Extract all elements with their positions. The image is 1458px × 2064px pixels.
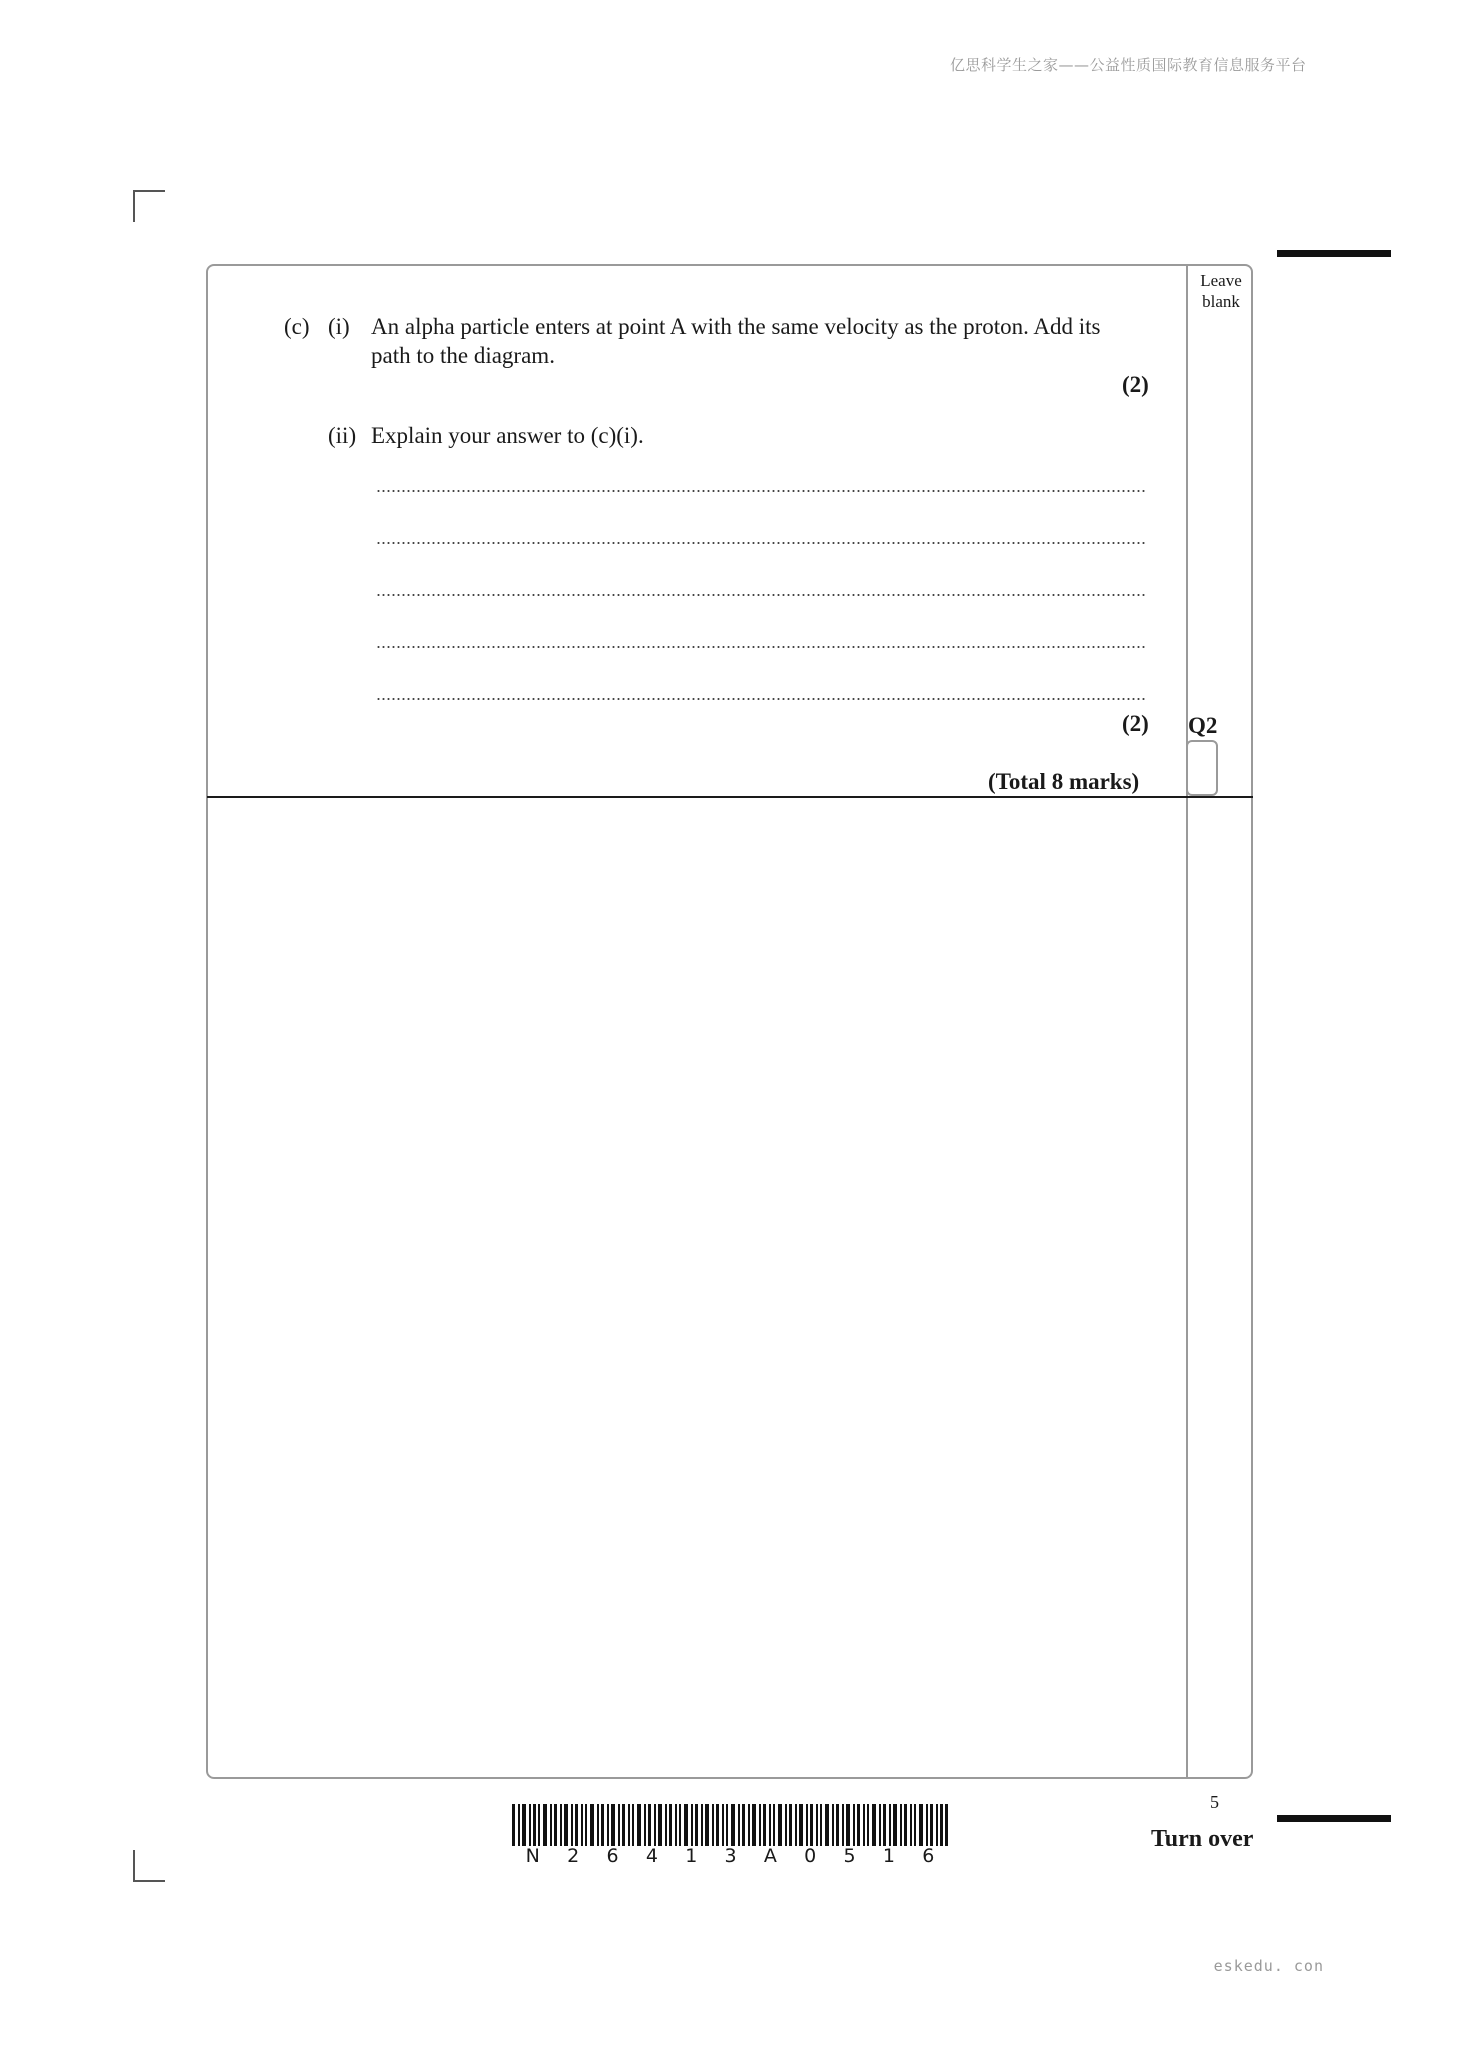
- barcode-digit: 5: [843, 1845, 856, 1867]
- sub-i-text-line1: An alpha particle enters at point A with the same velocity as the proton. Add its: [371, 314, 1101, 339]
- barcode-digit: 6: [606, 1845, 619, 1867]
- sub-ii-text: Explain your answer to (c)(i).: [371, 423, 644, 448]
- margin-divider: [1186, 265, 1188, 1778]
- answer-line[interactable]: [376, 490, 1146, 492]
- barcode-digits: [512, 1845, 948, 1867]
- answer-line[interactable]: [376, 594, 1146, 596]
- answer-line[interactable]: [376, 646, 1146, 648]
- crop-mark-bottom-horizontal: [133, 1880, 165, 1882]
- barcode-digit: 3: [724, 1845, 737, 1867]
- crop-mark-top-vertical: [133, 190, 135, 222]
- sub-ii-label: (ii): [328, 423, 357, 448]
- barcode-digit: 6: [922, 1845, 935, 1867]
- barcode-digit: N: [525, 1845, 540, 1867]
- watermark-top: 亿思科学生之家——公益性质国际教育信息服务平台: [950, 56, 1307, 74]
- barcode-digit: 1: [882, 1845, 895, 1867]
- crop-mark-bottom-vertical: [133, 1850, 135, 1882]
- edge-bar-top: [1277, 250, 1391, 257]
- watermark-bottom: eskedu. con: [1213, 1957, 1324, 1975]
- sub-ii-marks: (2): [1122, 711, 1149, 736]
- question-end-rule: [207, 796, 1253, 798]
- page-number: 5: [1210, 1792, 1219, 1812]
- barcode: [512, 1804, 948, 1846]
- marks-box[interactable]: [1186, 740, 1218, 796]
- barcode-digit: 2: [567, 1845, 580, 1867]
- turn-over: Turn over: [1151, 1826, 1254, 1852]
- crop-mark-top-horizontal: [133, 190, 165, 192]
- edge-bar-bottom: [1277, 1815, 1391, 1822]
- part-label: (c): [284, 314, 310, 339]
- barcode-digit: 0: [804, 1845, 817, 1867]
- sub-i-label: (i): [328, 314, 350, 339]
- leave-blank-label: Leave blank: [1200, 271, 1242, 311]
- total-marks: (Total 8 marks): [988, 769, 1140, 794]
- sub-i-text-line2: path to the diagram.: [371, 343, 555, 368]
- answer-line[interactable]: [376, 542, 1146, 544]
- barcode-digit: 1: [685, 1845, 698, 1867]
- answer-line[interactable]: [376, 698, 1146, 700]
- barcode-digit: 4: [645, 1845, 658, 1867]
- question-label: Q2: [1188, 713, 1218, 738]
- barcode-digit: A: [763, 1845, 777, 1867]
- sub-i-marks: (2): [1122, 372, 1149, 397]
